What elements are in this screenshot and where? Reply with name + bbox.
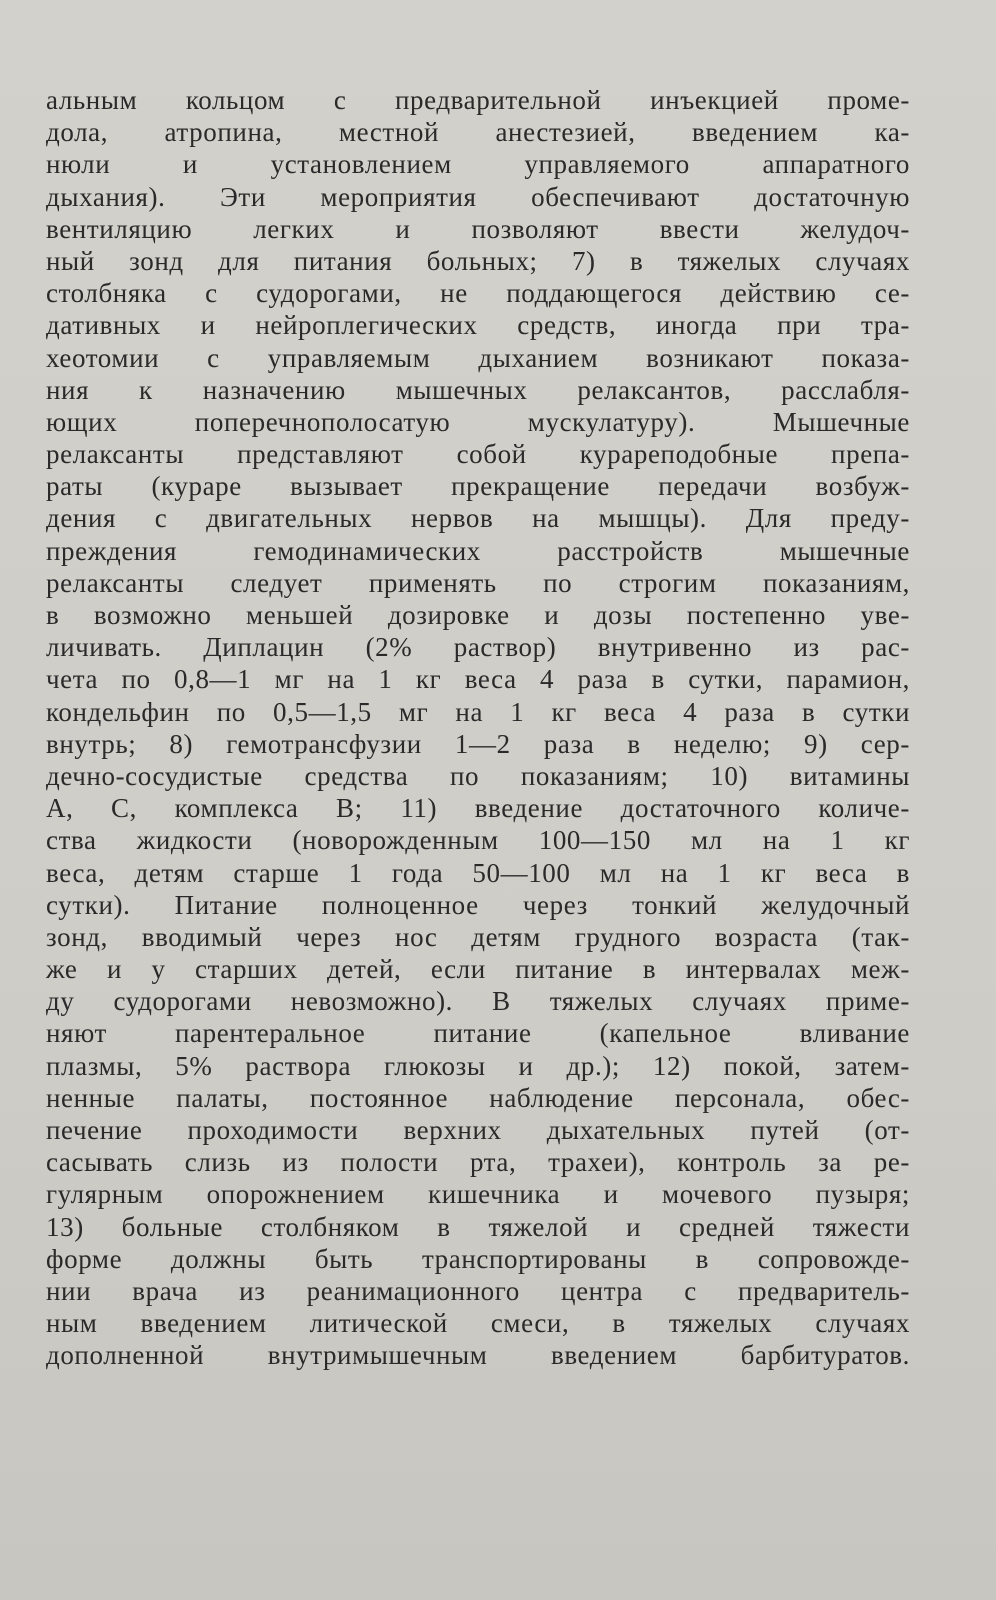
- text-line: дола, атропина, местной анестезией, введением ка-: [46, 117, 910, 148]
- text-line: нии врача из реанимационного центра с предваритель-: [46, 1275, 910, 1306]
- text-line: кондельфин по 0,5—1,5 мг на 1 кг веса 4 раза в сутки: [46, 696, 910, 727]
- text-line: раты (кураре вызывает прекращение передачи возбуж-: [46, 471, 910, 502]
- text-line: ным введением литической смеси, в тяжелых случаях: [46, 1308, 910, 1339]
- text-line: дополненной внутримышечным введением барбитуратов.: [46, 1340, 910, 1371]
- text-line: личивать. Диплацин (2% раствор) внутривенно из рас-: [46, 632, 910, 663]
- text-line: ства жидкости (новорожденным 100—150 мл на 1 кг: [46, 825, 910, 856]
- text-line: же и у старших детей, если питание в интервалах меж-: [46, 954, 910, 985]
- text-line: хеотомии с управляемым дыханием возникают показа-: [46, 342, 910, 373]
- text-line: преждения гемодинамических расстройств мышечные: [46, 535, 910, 566]
- text-line: альным кольцом с предварительной инъекцией проме-: [46, 85, 910, 115]
- text-line: ющих поперечнополосатую мускулатуру). Мышечные: [46, 406, 910, 437]
- text-line: релаксанты представляют собой курареподобные препа-: [46, 439, 910, 470]
- text-line: чета по 0,8—1 мг на 1 кг веса 4 раза в сутки, парамион,: [46, 664, 910, 695]
- text-line: гулярным опорожнением кишечника и мочевого пузыря;: [46, 1179, 910, 1210]
- text-line: нюли и установлением управляемого аппаратного: [46, 149, 910, 180]
- text-line: ненные палаты, постоянное наблюдение персонала, обес-: [46, 1082, 910, 1113]
- text-line: сутки). Питание полноценное через тонкий желудочный: [46, 889, 910, 920]
- text-line: дения с двигательных нервов на мышцы). Для преду-: [46, 503, 910, 534]
- text-line: 13) больные столбняком в тяжелой и средней тяжести: [46, 1211, 910, 1242]
- text-line: ный зонд для питания больных; 7) в тяжелых случаях: [46, 245, 910, 276]
- text-line: плазмы, 5% раствора глюкозы и др.); 12) покой, затем-: [46, 1050, 910, 1081]
- text-line: вентиляцию легких и позволяют ввести желудоч-: [46, 213, 910, 244]
- text-line: ду судорогами невозможно). В тяжелых случаях приме-: [46, 986, 910, 1017]
- text-line: зонд, вводимый через нос детям грудного возраста (так-: [46, 921, 910, 952]
- text-line: сасывать слизь из полости рта, трахеи), контроль за ре-: [46, 1147, 910, 1178]
- body-text: [46, 84, 910, 1372]
- text-line: А, С, комплекса В; 11) введение достаточного количе-: [46, 793, 910, 824]
- text-line: дативных и нейроплегических средств, иногда при тра-: [46, 310, 910, 341]
- text-line: дечно-сосудистые средства по показаниям; 10) витамины: [46, 760, 910, 791]
- text-line: релаксанты следует применять по строгим показаниям,: [46, 567, 910, 598]
- text-line: дыхания). Эти мероприятия обеспечивают достаточную: [46, 181, 910, 212]
- text-line: ния к назначению мышечных релаксантов, расслабля-: [46, 374, 910, 405]
- text-line: веса, детям старше 1 года 50—100 мл на 1 кг веса в: [46, 857, 910, 888]
- text-line: няют парентеральное питание (капельное вливание: [46, 1018, 910, 1049]
- text-line: форме должны быть транспортированы в сопровожде-: [46, 1243, 910, 1274]
- text-line: в возможно меньшей дозировке и дозы постепенно уве-: [46, 600, 910, 630]
- text-line: столбняка с судорогами, не поддающегося действию се-: [46, 278, 910, 309]
- text-line: печение проходимости верхних дыхательных путей (от-: [46, 1115, 910, 1145]
- text-line: внутрь; 8) гемотрансфузии 1—2 раза в неделю; 9) сер-: [46, 728, 910, 759]
